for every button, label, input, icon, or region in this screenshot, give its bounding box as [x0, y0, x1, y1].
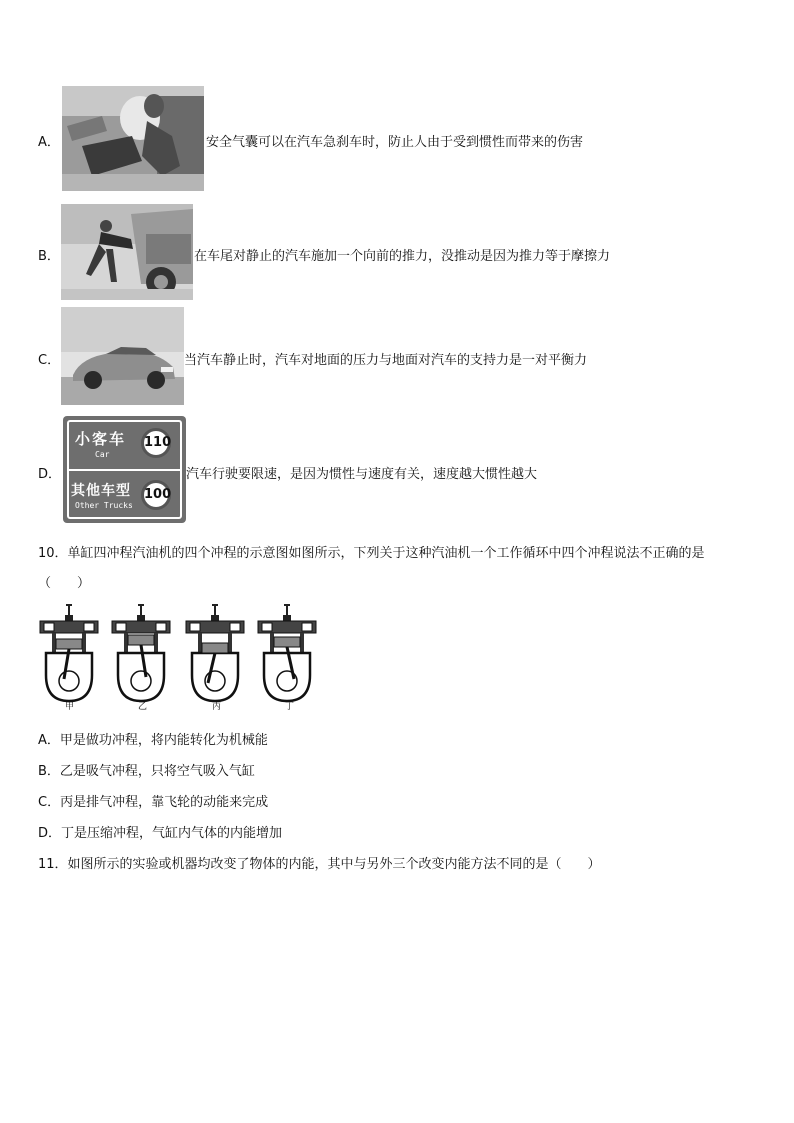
q10-option-b: B．乙是吸气冲程，只将空气吸入气缸	[38, 764, 255, 779]
option-b-text: 在车尾对静止的汽车施加一个向前的推力，没推动是因为推力等于摩擦力	[194, 249, 611, 264]
engine-jia	[40, 605, 98, 701]
q10-option-d: D．丁是压缩冲程，气缸内气体的内能增加	[38, 826, 283, 841]
engine-yi	[112, 605, 170, 701]
engine-label-ding: 丁	[285, 702, 295, 712]
engine-diagrams-svg	[38, 603, 328, 713]
q11-stem: 11．如图所示的实验或机器均改变了物体的内能，其中与另外三个改变内能方法不同的是（ ）	[38, 857, 601, 872]
speed-limit-sign	[63, 416, 186, 523]
q10-option-a: A．甲是做功冲程，将内能转化为机械能	[38, 733, 268, 748]
sign-limit-110: 110	[141, 428, 171, 458]
sign-limit-100: 100	[141, 480, 171, 510]
engine-label-yi: 乙	[138, 702, 148, 712]
sign-row2-sub: Other Trucks	[75, 501, 133, 510]
q10-stem: 10．单缸四冲程汽油机的四个冲程的示意图如图所示，下列关于这种汽油机一个工作循环中四个冲程说法不正确的是	[38, 546, 705, 561]
option-a-letter: A．	[38, 135, 60, 150]
engine-stroke-diagram	[38, 603, 328, 713]
man-pushing-car-photo	[61, 204, 193, 300]
option-c-letter: C．	[38, 353, 61, 368]
airbag-photo	[62, 86, 204, 191]
engine-label-bing: 丙	[212, 702, 222, 712]
engine-bing	[186, 605, 244, 701]
option-d-text: 汽车行驶要限速，是因为惯性与速度有关，速度越大惯性越大	[186, 467, 538, 482]
engine-ding	[258, 605, 316, 701]
q10-option-c: C．丙是排气冲程，靠飞轮的动能来完成	[38, 795, 269, 810]
option-a-text: 安全气囊可以在汽车急刹车时，防止人由于受到惯性而带来的伤害	[206, 135, 584, 150]
q10-stem-bracket: （ ）	[38, 576, 91, 591]
engine-label-jia: 甲	[65, 702, 75, 712]
option-c-text: 当汽车静止时，汽车对地面的压力与地面对汽车的支持力是一对平衡力	[184, 353, 588, 368]
sports-car-photo	[61, 307, 184, 405]
sign-row1-sub: Car	[95, 450, 110, 459]
sign-row1-label: 小客车	[75, 430, 127, 448]
option-b-letter: B．	[38, 249, 60, 264]
sign-row2-label: 其他车型	[71, 483, 131, 499]
option-d-letter: D．	[38, 467, 62, 482]
